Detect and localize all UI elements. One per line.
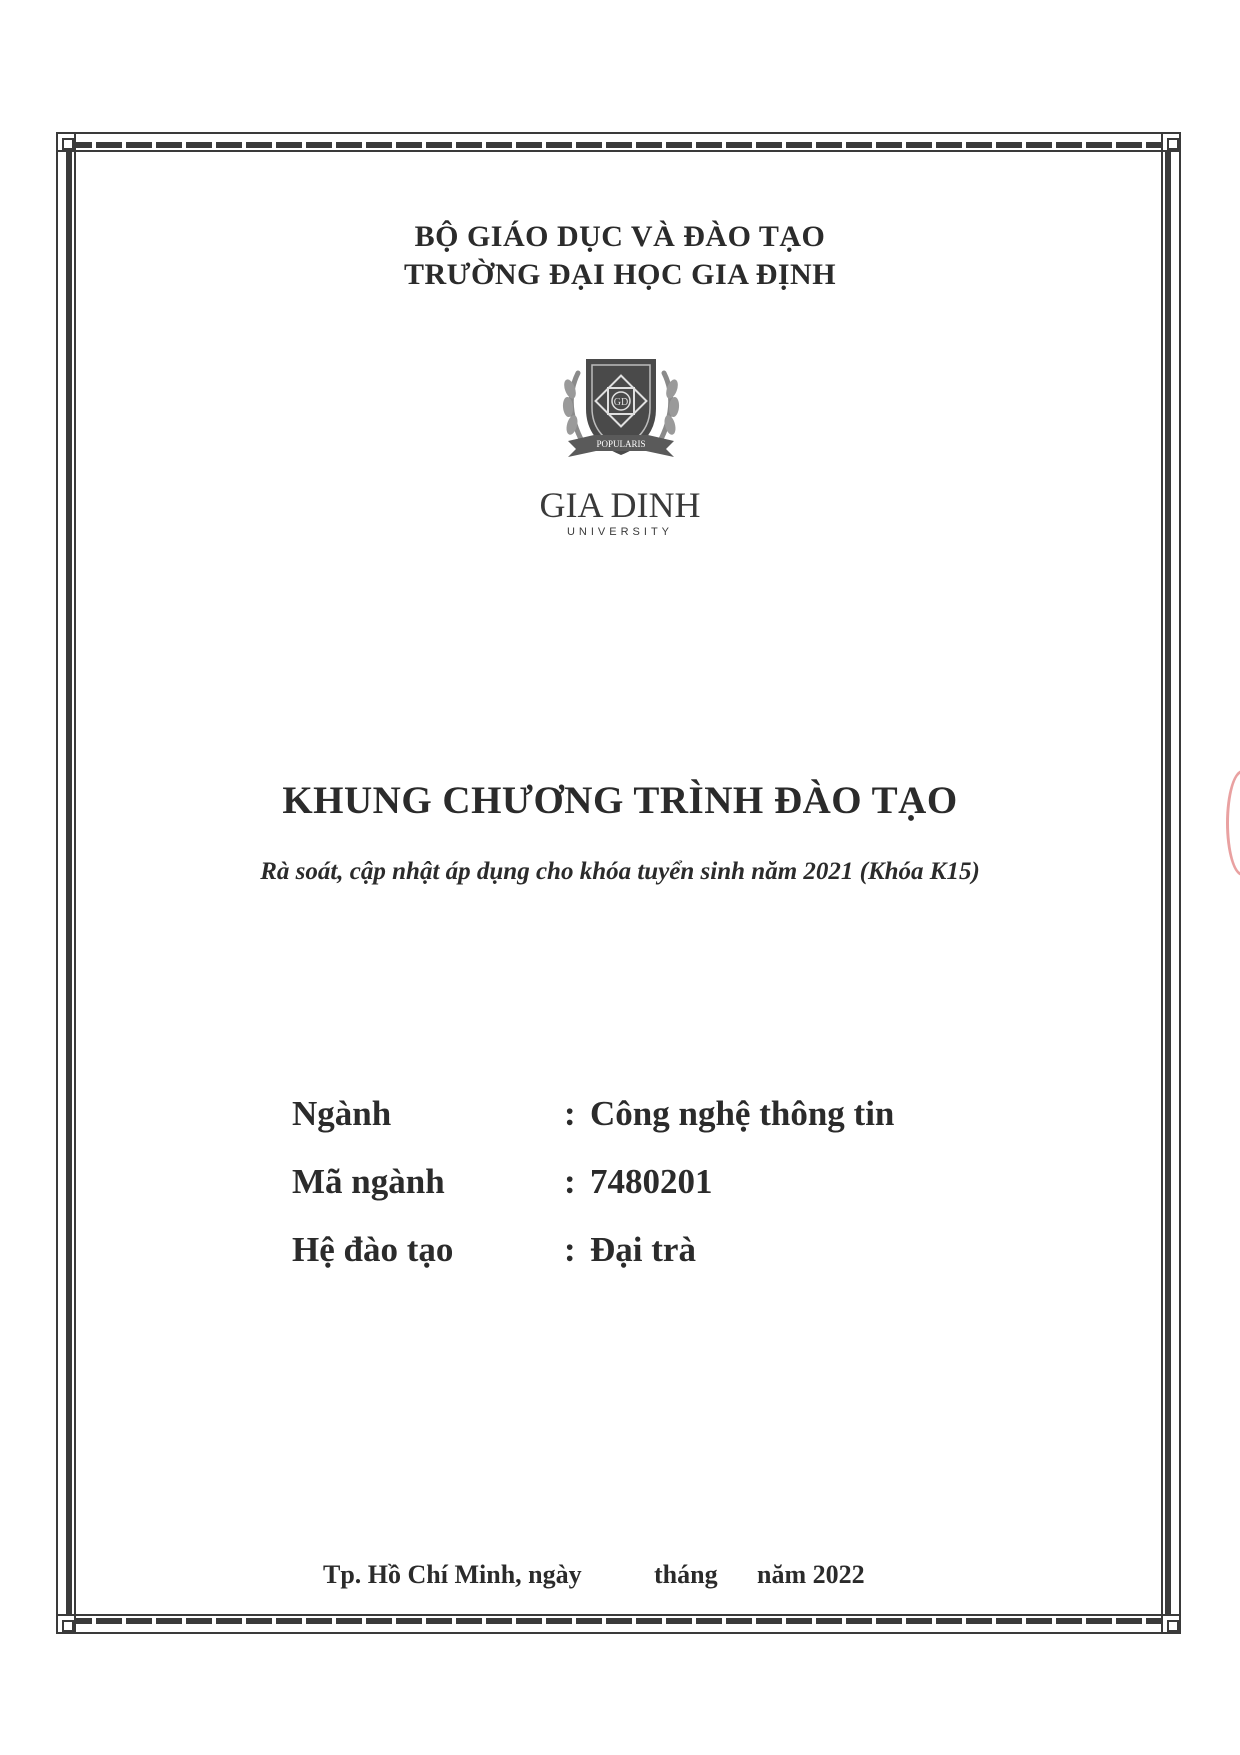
ministry-name: BỘ GIÁO DỤC VÀ ĐÀO TẠO [414, 220, 826, 253]
program-info [292, 1080, 894, 1284]
emblem-text: GD [613, 397, 629, 408]
document-subtitle: Rà soát, cập nhật áp dụng cho khóa tuyển sinh năm 2021 (Khóa K15) [260, 858, 980, 885]
footer-place-date: Tp. Hồ Chí Minh, ngày [323, 1560, 582, 1589]
info-colon: : [564, 1162, 576, 1201]
footer-year: năm 2022 [757, 1560, 865, 1589]
document-title: KHUNG CHƯƠNG TRÌNH ĐÀO TẠO [282, 779, 958, 822]
info-label: Hệ đào tạo [292, 1230, 454, 1269]
info-label: Ngành [292, 1094, 392, 1133]
ribbon-text: POPULARIS [596, 439, 646, 449]
info-colon: : [564, 1094, 576, 1133]
info-row-major [292, 1080, 894, 1148]
info-value: Đại trà [590, 1230, 696, 1269]
corner-ornament-top-right [1161, 132, 1181, 152]
info-colon: : [564, 1230, 576, 1269]
corner-ornament-top-left [56, 132, 76, 152]
university-name: TRƯỜNG ĐẠI HỌC GIA ĐỊNH [403, 258, 837, 291]
info-row-system [292, 1216, 894, 1284]
corner-ornament-bottom-right [1161, 1614, 1181, 1634]
corner-ornament-bottom-left [56, 1614, 76, 1634]
info-value: 7480201 [590, 1162, 713, 1201]
logo-subtext: UNIVERSITY [566, 526, 673, 538]
header [0, 218, 1240, 294]
logo-wordmark: GIA DINH [539, 485, 701, 525]
info-row-code [292, 1148, 894, 1216]
info-value: Công nghệ thông tin [590, 1094, 895, 1133]
university-logo-icon [556, 345, 686, 475]
info-label: Mã ngành [292, 1162, 445, 1201]
footer-month: tháng [654, 1560, 718, 1589]
